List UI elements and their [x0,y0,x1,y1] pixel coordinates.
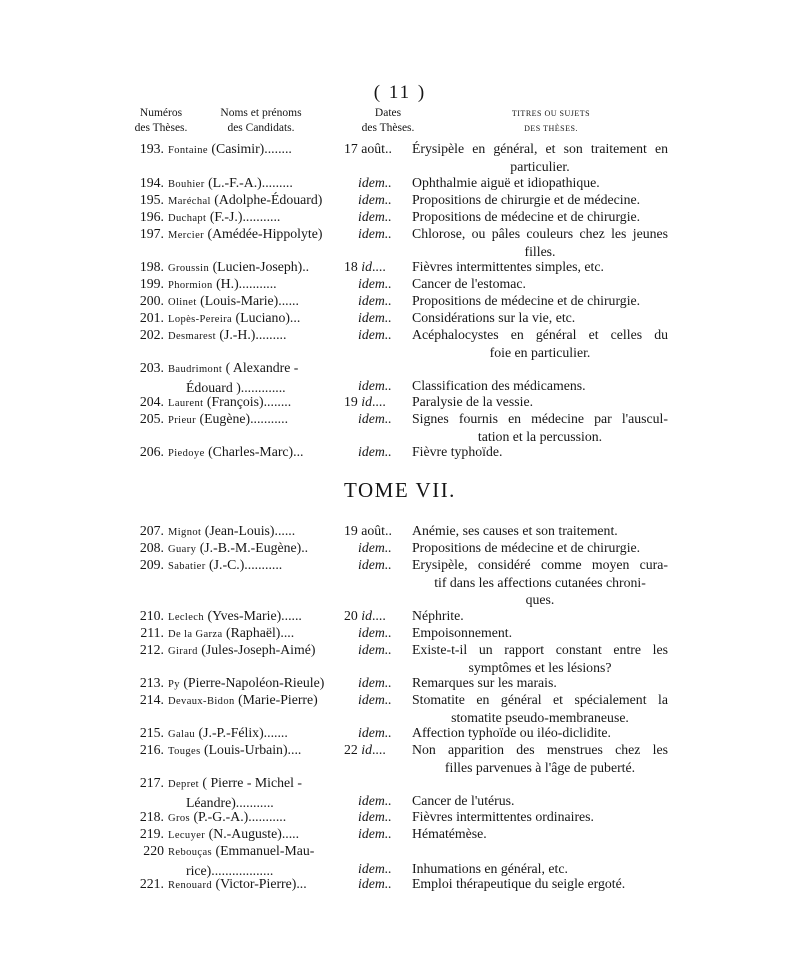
header-numeros [126,106,196,136]
date-day: 22 [344,742,362,757]
thesis-date: idem.. [358,293,392,308]
candidate-given-names: (Marie-Pierre) [234,692,318,707]
candidate-given-names: (Casimir)........ [207,141,292,156]
date-day: 18 [344,259,362,274]
thesis-date: idem.. [358,192,392,207]
candidate-given-names: (Jules-Joseph-Aimé) [197,642,316,657]
candidate-surname: Depret [168,779,199,790]
thesis-title [412,641,668,676]
entry-number: 196. [139,209,164,224]
date-day: 20 [344,608,362,623]
thesis-title-line: Fièvre typhoïde. [412,444,503,459]
thesis-title-line: Remarques sur les marais. [412,675,557,690]
thesis-date: 19 août.. [344,523,392,538]
header-noms-line2: des Candidats. [227,122,295,134]
thesis-title-line: Classification des médicamens. [412,377,586,393]
thesis-title-line: Acéphalocystes en général et celles du [412,327,668,342]
candidate-surname: Guary [168,544,197,555]
thesis-date: idem.. [358,377,392,393]
thesis-title [412,539,668,557]
candidate-name [168,641,346,661]
thesis-date: idem.. [358,642,392,657]
entry-number: 197. [139,226,164,241]
candidate-given-names: (N.-Auguste)..... [205,826,300,841]
thesis-title-line: Existe-t-il un rapport constant entre les [412,642,668,657]
thesis-date: idem.. [358,276,392,291]
thesis-date: idem.. [358,860,392,876]
candidate-name [168,326,346,346]
thesis-title-line: Cancer de l'estomac. [412,276,526,291]
thesis-title [412,377,668,395]
entry-number: 215. [139,725,164,740]
date-leader: .... [371,608,386,623]
date-leader: .... [371,259,386,274]
thesis-title-line: Propositions de médecine et de chirurgie. [412,209,641,224]
thesis-title [412,208,668,226]
entry-number: 209. [139,557,164,572]
candidate-name [168,741,346,761]
thesis-title-line: Érysipèle en général, et son traitement en [412,141,668,156]
candidate-given-names: (Pierre-Napoléon-Rieule) [179,675,325,690]
thesis-title-line: Hématémèse. [412,826,487,841]
entry-number: 214. [139,692,164,707]
entry-number: 208. [139,540,164,555]
candidate-surname: De la Garza [168,629,223,640]
candidate-name [168,443,346,463]
entry-number: 202. [139,327,164,342]
candidate-given-names: ( Pierre - Michel - [198,775,303,790]
thesis-date: idem.. [358,310,392,325]
date-idem: id [361,742,372,757]
entry-number: 201. [139,310,164,325]
thesis-title [412,792,668,810]
thesis-date: idem.. [358,411,392,426]
candidate-surname: Py [168,679,180,690]
candidate-given-names: (Raphaël).... [222,625,295,640]
thesis-date: idem.. [358,209,392,224]
entry-number: 200. [139,293,164,308]
candidate-name [168,410,346,430]
thesis-title-line: Erysipèle, considéré comme moyen cura- [412,557,668,572]
thesis-title-line: Paralysie de la vessie. [412,394,534,409]
thesis-title [412,808,668,826]
thesis-title-line: Propositions de médecine et de chirurgie. [412,293,641,308]
thesis-title-line: Chlorose, ou pâles couleurs chez les jeunes [412,226,668,241]
date-leader: .... [371,394,386,409]
section-heading-tome: TOME VII. [344,478,456,502]
thesis-title-line: Fièvres intermittentes ordinaires. [412,809,594,824]
thesis-title [412,825,668,843]
thesis-title [412,556,668,609]
candidate-surname: Prieur [168,415,197,426]
header-noms [206,106,316,136]
header-dates [348,106,428,136]
entry-number: 211. [140,625,164,640]
thesis-title [412,174,668,192]
thesis-date: idem.. [358,226,392,241]
candidate-given-names: (Luciano)... [232,310,301,325]
candidate-surname: Renouard [168,880,213,891]
thesis-date: idem.. [358,327,392,342]
thesis-date [344,607,412,625]
date-day: 19 [344,394,362,409]
thesis-title-line: Non apparition des menstrues chez les [412,742,668,757]
candidate-surname: Duchapt [168,213,207,224]
date-leader: .... [371,742,386,757]
entry-number: 207. [139,523,164,538]
thesis-date: idem.. [358,557,392,572]
thesis-date: idem.. [358,826,392,841]
thesis-date [344,741,412,759]
header-dates-line1: Dates [374,107,402,119]
entry-number: 193. [139,141,164,156]
thesis-title [412,309,668,327]
date-idem: id [361,259,372,274]
candidate-given-names: (Louis-Marie)...... [196,293,299,308]
entry-number: 213. [139,675,164,690]
candidate-name [168,875,346,895]
date-idem: id [361,608,372,623]
entry-number: 218. [139,809,164,824]
thesis-title-line: Cancer de l'utérus. [412,792,515,808]
entry-number: 217. [139,775,164,790]
entry-number: 199. [139,276,164,291]
thesis-date: idem.. [358,692,392,707]
candidate-name [168,140,346,160]
candidate-surname: Gros [168,813,191,824]
thesis-title [412,522,668,540]
candidate-surname: Leclech [168,612,205,623]
candidate-name [168,556,346,576]
candidate-name-continued: Édouard )............. [186,379,286,395]
candidate-surname: Girard [168,646,198,657]
candidate-name-continued: rice).................. [186,862,274,878]
thesis-title [412,326,668,361]
candidate-surname: Lopès-Pereira [168,314,233,325]
candidate-given-names: (Yves-Marie)...... [204,608,302,623]
thesis-title [412,292,668,310]
thesis-title [412,741,668,776]
candidate-given-names: (François)........ [203,394,292,409]
candidate-given-names: (P.-G.-A.)........... [190,809,287,824]
entry-number: 195. [139,192,164,207]
candidate-surname: Touges [168,746,201,757]
candidate-surname: Mercier [168,230,205,241]
header-dates-line2: des Thèses. [361,122,415,134]
thesis-title-line: Néphrite. [412,608,464,623]
candidate-surname: Groussin [168,263,210,274]
thesis-title-line: ques. [525,592,555,608]
candidate-given-names: (Adolphe-Édouard) [210,192,323,207]
candidate-surname: Desmarest [168,331,216,342]
thesis-title [412,624,668,642]
candidate-surname: Rebouças [168,847,213,858]
thesis-title-line: foie en particulier. [489,344,591,360]
thesis-title-line: Affection typhoïde ou iléo-diclidite. [412,725,611,740]
entry-number: 206. [139,444,164,459]
candidate-given-names: (Victor-Pierre)... [212,876,307,891]
candidate-name [168,774,346,811]
thesis-title-line: Ophthalmie aiguë et idiopathique. [412,175,600,190]
candidate-given-names: (Eugène)........... [196,411,289,426]
thesis-date: idem.. [358,625,392,640]
thesis-date: idem.. [358,444,392,459]
thesis-title-line: Anémie, ses causes et son traitement. [412,523,618,538]
candidate-surname: Devaux-Bidon [168,696,235,707]
thesis-title [412,275,668,293]
candidate-name [168,842,346,879]
thesis-title-line: Propositions de médecine et de chirurgie. [412,540,641,555]
entry-number: 220 [143,843,164,858]
thesis-title-line: Stomatite en général et spécialement la [412,692,668,707]
thesis-title-line: Emploi thérapeutique du seigle ergoté. [412,876,626,891]
candidate-given-names: (Lucien-Joseph).. [209,259,310,274]
candidate-given-names: (J.-H.)......... [215,327,287,342]
page-number: ( 11 ) [373,82,427,103]
thesis-title-line: Considérations sur la vie, etc. [412,310,576,325]
candidate-given-names: (Emmanuel-Mau- [212,843,315,858]
thesis-title-line: Empoisonnement. [412,625,513,640]
thesis-title [412,674,668,692]
entry-number: 198. [139,259,164,274]
candidate-surname: Olinet [168,297,197,308]
date-idem: id [361,394,372,409]
entry-number: 216. [139,742,164,757]
thesis-title [412,393,668,411]
candidate-surname: Maréchal [168,196,211,207]
candidate-given-names: (H.)........... [212,276,277,291]
thesis-date: idem.. [358,809,392,824]
thesis-title-line: filles. [524,243,556,259]
candidate-surname: Bouhier [168,179,205,190]
thesis-title-line: particulier. [510,158,570,174]
header-numeros-line1: Numéros [139,107,183,119]
thesis-date [344,258,412,276]
thesis-date: idem.. [358,175,392,190]
candidate-name-continued: Léandre)........... [186,794,274,810]
entry-number: 210. [139,608,164,623]
thesis-date: idem.. [358,675,392,690]
thesis-date [344,393,412,411]
thesis-title [412,191,668,209]
header-titres-line2: DES THÈSES. [524,124,578,133]
candidate-given-names: ( Alexandre - [222,360,299,375]
candidate-surname: Fontaine [168,145,208,156]
thesis-title [412,875,668,893]
thesis-title-line: Fièvres intermittentes simples, etc. [412,259,604,274]
entry-number: 219. [139,826,164,841]
candidate-surname: Piedoye [168,448,205,459]
thesis-date: idem.. [358,540,392,555]
thesis-title-line: Propositions de chirurgie et de médecine. [412,192,641,207]
header-titres [486,106,616,136]
thesis-title [412,225,668,260]
header-noms-line1: Noms et prénoms [220,107,302,119]
candidate-given-names: (Amédée-Hippolyte) [204,226,323,241]
thesis-date: idem.. [358,792,392,808]
entry-number: 212. [139,642,164,657]
entry-number: 194. [139,175,164,190]
candidate-given-names: (Charles-Marc)... [204,444,304,459]
header-numeros-line2: des Thèses. [134,122,188,134]
entry-number: 203. [139,360,164,375]
candidate-given-names: (Louis-Urbain).... [200,742,302,757]
candidate-surname: Phormion [168,280,213,291]
candidate-given-names: (F.-J.)........... [206,209,281,224]
thesis-title [412,443,668,461]
candidate-name [168,225,346,245]
thesis-date: 17 août.. [344,141,392,156]
thesis-title-line: symptômes et les lésions? [468,659,612,675]
candidate-surname: Sabatier [168,561,206,572]
thesis-title [412,258,668,276]
thesis-title [412,691,668,726]
candidate-given-names: (Jean-Louis)...... [201,523,296,538]
candidate-name [168,691,346,711]
entry-number: 204. [139,394,164,409]
candidate-surname: Laurent [168,398,204,409]
thesis-title-line: Signes fournis en médecine par l'auscul- [412,411,668,426]
thesis-title [412,607,668,625]
candidate-given-names: (L.-F.-A.)......... [204,175,293,190]
candidate-surname: Baudrimont [168,364,223,375]
thesis-title-line: Inhumations en général, etc. [412,860,568,876]
candidate-surname: Galau [168,729,196,740]
candidate-given-names: (J.-C.)........... [205,557,283,572]
thesis-date: idem.. [358,725,392,740]
candidate-surname: Lecuyer [168,830,206,841]
thesis-title-line: tif dans les affections cutanées chroni- [434,574,646,590]
candidate-given-names: (J.-P.-Félix)....... [195,725,288,740]
thesis-title [412,140,668,175]
entry-number: 205. [139,411,164,426]
header-titres-line1: TITRES OU SUJETS [511,109,591,118]
thesis-title-line: tation et la percussion. [477,428,603,444]
candidate-name [168,359,346,396]
thesis-title [412,724,668,742]
candidate-given-names: (J.-B.-M.-Eugène).. [196,540,309,555]
candidate-surname: Mignot [168,527,202,538]
thesis-date: idem.. [358,876,392,891]
entry-number: 221. [139,876,164,891]
thesis-title [412,410,668,445]
thesis-title-line: filles parvenues à l'âge de puberté. [444,759,636,775]
thesis-title-line: stomatite pseudo-membraneuse. [451,709,629,725]
